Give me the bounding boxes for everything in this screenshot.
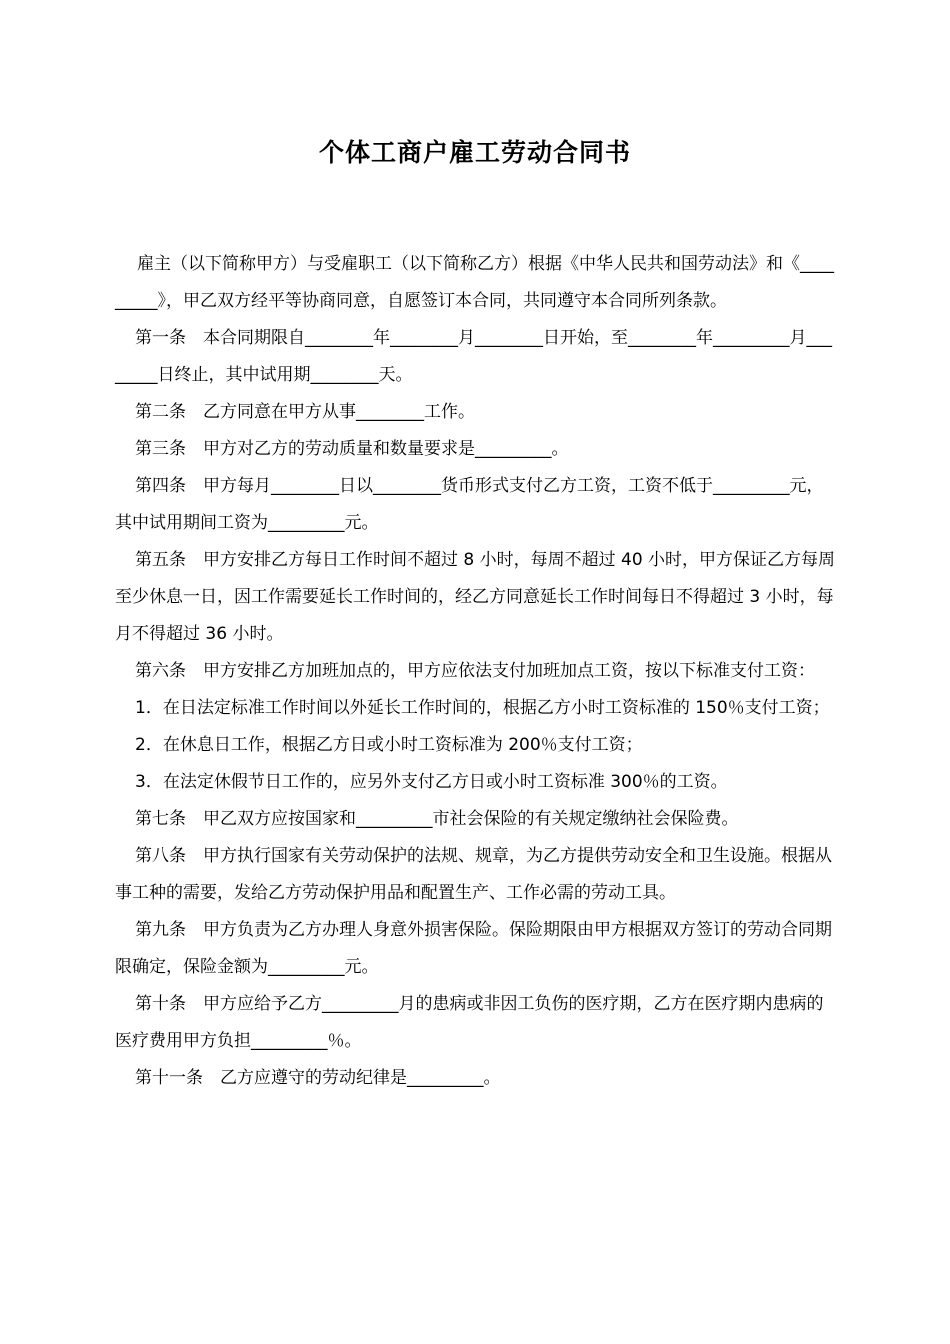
article-6-paragraph: 第六条 甲方安排乙方加班加点的，甲方应依法支付加班加点工资，按以下标准支付工资： <box>135 661 815 681</box>
document-body <box>115 246 837 1097</box>
article-4-paragraph: 第四条 甲方每月________日以________货币形式支付乙方工资，工资不低于_________元，其中试用期间工资为_________元。 <box>115 476 824 533</box>
article-5-paragraph: 第五条 甲方安排乙方每日工作时间不超过 8 小时，每周不超过 40 小时，甲方保证乙方每周至少休息一日，因工作需要延长工作时间的，经乙方同意延长工作时间每日不得超过 3 小时，每月不得超过 36 小时。 <box>115 550 836 644</box>
article-9-paragraph: 第九条 甲方负责为乙方办理人身意外损害保险。保险期限由甲方根据双方签订的劳动合同期限确定，保险金额为_________元。 <box>115 920 832 977</box>
article-3-paragraph: 第三条 甲方对乙方的劳动质量和数量要求是_________。 <box>135 439 569 459</box>
article-2-paragraph: 第二条 乙方同意在甲方从事________工作。 <box>135 402 475 422</box>
article-6-item-1: 1．在日法定标准工作时间以外延长工作时间的，根据乙方小时工资标准的 150％支付工资； <box>135 698 830 718</box>
article-1-paragraph: 第一条 本合同期限自________年________月________日开始，至________年_________月________日终止，其中试用期________天。 <box>115 328 832 385</box>
article-11-paragraph: 第十一条 乙方应遵守的劳动纪律是_________。 <box>135 1068 501 1088</box>
article-7-paragraph: 第七条 甲乙双方应按国家和_________市社会保险的有关规定缴纳社会保险费。 <box>135 809 739 829</box>
document-title: 个体工商户雇工劳动合同书 <box>318 138 631 167</box>
article-10-paragraph: 第十条 甲方应给予乙方_________月的患病或非因工负伤的医疗期，乙方在医疗期内患病的医疗费用甲方负担_________％。 <box>115 994 824 1051</box>
article-6-item-2: 2．在休息日工作，根据乙方日或小时工资标准为 200％支付工资； <box>135 735 643 755</box>
preamble-paragraph: 雇主（以下简称甲方）与受雇职工（以下简称乙方）根据《中华人民共和国劳动法》和《_________》，甲乙双方经平等协商同意，自愿签订本合同，共同遵守本合同所列条款。 <box>115 254 834 311</box>
article-8-paragraph: 第八条 甲方执行国家有关劳动保护的法规、规章，为乙方提供劳动安全和卫生设施。根据从事工种的需要，发给乙方劳动保护用品和配置生产、工作必需的劳动工具。 <box>115 846 832 903</box>
article-6-item-3: 3．在法定休假节日工作的，应另外支付乙方日或小时工资标准 300％的工资。 <box>135 772 728 792</box>
